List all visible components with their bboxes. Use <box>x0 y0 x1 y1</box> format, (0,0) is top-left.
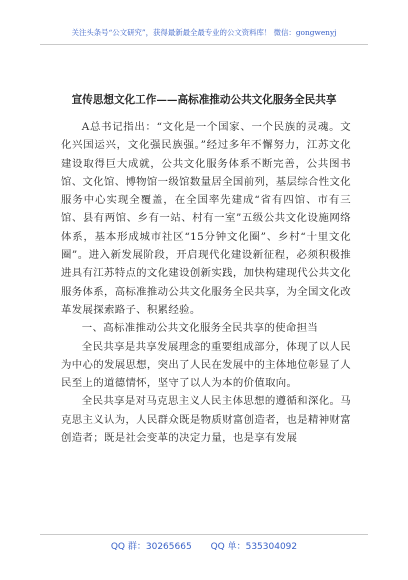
body-paragraph: A总书记指出：“文化是一个国家、一个民族的灵魂。文化兴国运兴，文化强民族强。”经过多年不懈努力，江苏文化建设取得巨大成就，公共文化服务体系不断完善，公共图书馆、文化馆、博物馆一级馆数量居全国前列，基层综合性文化服务中心实现全覆盖，在全国率先建成“省有四馆、市有三馆、县有两馆、乡有一站、村有一室”五级公共文化设施网络体系，基本形成城市社区“15分钟文化圈”、乡村“十里文化圈”。进入新发展阶段，开启现代化建设新征程，必须积极推进具有江苏特点的文化建设创新实践，加快构建现代公共文化服务体系，高标准推动公共文化服务全民共享，为全国文化改革发展探索路子、积累经验。 <box>61 121 351 316</box>
document-title: 宣传思想文化工作——高标准推动公共文化服务全民共享 <box>71 94 337 106</box>
page-footer <box>0 539 408 552</box>
footer-qq-single: QQ 单：535304092 <box>210 542 298 552</box>
header-divider <box>40 44 368 45</box>
body-paragraph: 全民共享是共享发展理念的重要组成部分，体现了以人民为中心的发展思想，突出了人民在发展中的主体地位彰显了人民至上的道德情怀，坚守了以人为本的价值取向。 <box>61 340 351 390</box>
document-body <box>61 118 351 447</box>
page-header-banner: 关注头条号“公文研究”，获得最新最全最专业的公文资料库！ 微信：gongwenyj <box>71 28 337 37</box>
section-heading: 一、高标准推动公共文化服务全民共享的使命担当 <box>81 322 319 335</box>
footer-divider <box>40 534 368 535</box>
footer-qq-group: QQ 群：30265665 <box>110 542 192 552</box>
body-paragraph: 全民共享是对马克思主义人民主体思想的遵循和深化。马克思主义认为，人民群众既是物质财富创造者，也是精神财富创造者；既是社会变革的决定力量，也是享有发展 <box>61 395 351 445</box>
